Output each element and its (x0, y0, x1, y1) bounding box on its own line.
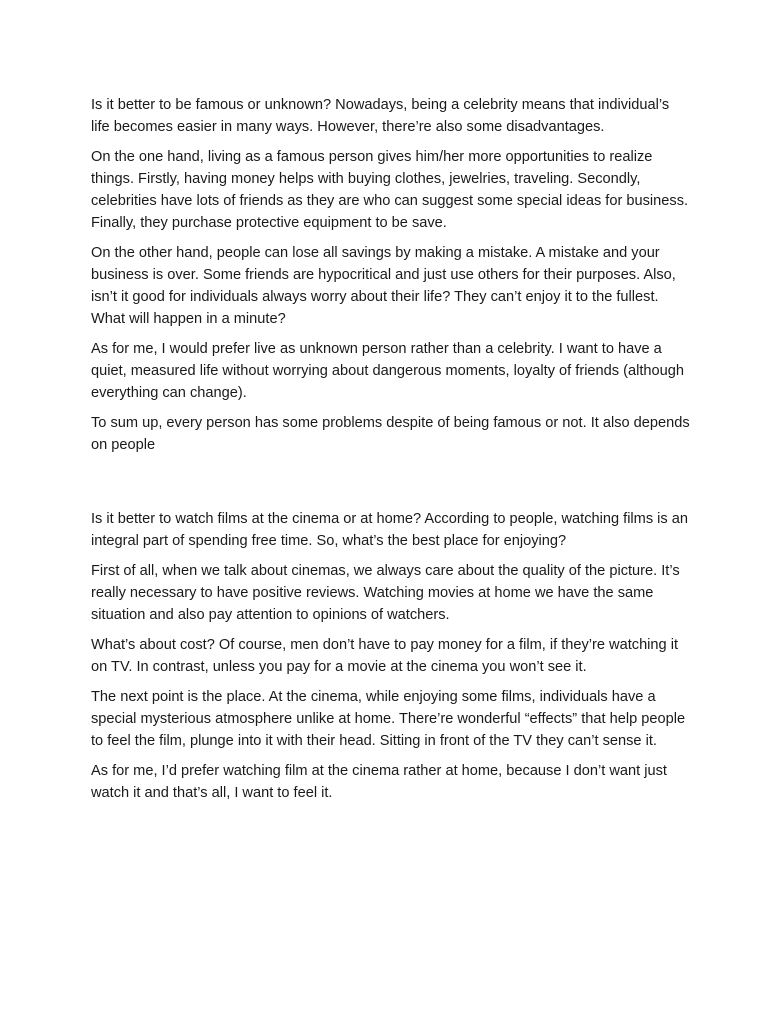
essay-1-paragraph-4: As for me, I would prefer live as unknown person rather than a celebrity. I want to have a quiet, measured life without worrying about dangerous moments, loyalty of friends (although everything can change). (91, 341, 684, 401)
essay-famous-or-unknown (91, 94, 691, 456)
essay-2-paragraph-4: The next point is the place. At the cinema, while enjoying some films, individuals have a special mysterious atmosphere unlike at home. There’re wonderful “effects” that help people to feel the film, plunge into it with their head. Sitting in front of the TV they can’t sense it. (91, 689, 686, 749)
essay-2-paragraph-5: As for me, I’d prefer watching film at the cinema rather at home, because I don’t want just watch it and that’s all, I want to feel it. (91, 763, 667, 801)
essay-2-paragraph-2: First of all, when we talk about cinemas, we always care about the quality of the picture. It’s really necessary to have positive reviews. Watching movies at home we have the same situation and also pay attention to opinions of watchers. (91, 563, 680, 623)
document-body (91, 94, 691, 812)
essay-cinema-or-home (91, 508, 691, 804)
essay-2-paragraph-1: Is it better to watch films at the cinema or at home? According to people, watching films is an integral part of spending free time. So, what’s the best place for enjoying? (91, 511, 689, 549)
essay-1-paragraph-1: Is it better to be famous or unknown? Nowadays, being a celebrity means that individual’s life becomes easier in many ways. However, there’re also some disadvantages. (91, 97, 670, 135)
essay-separator (91, 464, 691, 508)
essay-1-paragraph-5: To sum up, every person has some problems despite of being famous or not. It also depends on people (91, 415, 690, 453)
essay-2-paragraph-3: What’s about cost? Of course, men don’t have to pay money for a film, if they’re watching it on TV. In contrast, unless you pay for a movie at the cinema you won’t see it. (91, 637, 679, 675)
essay-1-paragraph-3: On the other hand, people can lose all savings by making a mistake. A mistake and your business is over. Some friends are hypocritical and just use others for their purposes. Also, isn’t it good for individuals always worry about their life? They can’t enjoy it to the fullest. What will happen in a minute? (91, 245, 676, 327)
essay-1-paragraph-2: On the one hand, living as a famous person gives him/her more opportunities to realize things. Firstly, having money helps with buying clothes, jewelries, traveling. Secondly, celebrities have lots of friends as they are who can suggest some special ideas for business. Finally, they purchase protective equipment to be save. (91, 149, 689, 231)
